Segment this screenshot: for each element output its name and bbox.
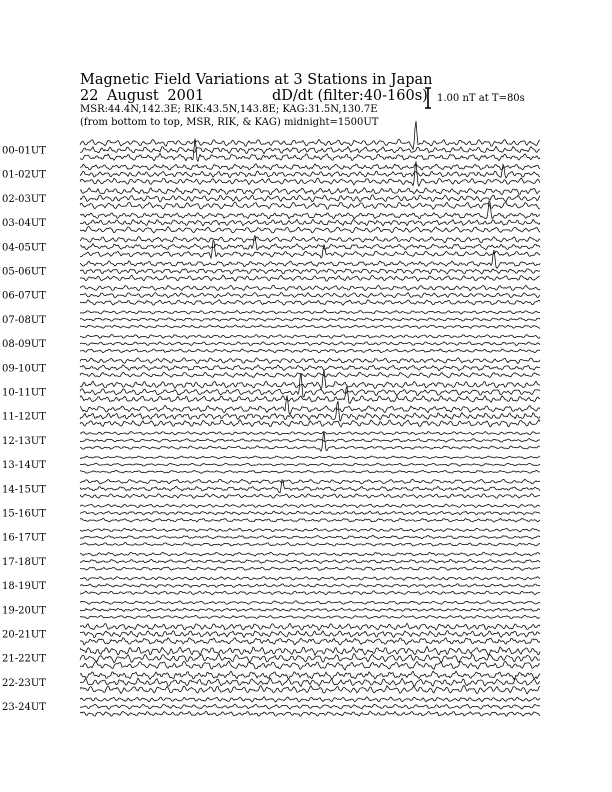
- hour-row-21-22ut: [2, 647, 540, 671]
- hour-row-00-01ut: [2, 121, 540, 161]
- trace-kag: [80, 432, 540, 451]
- hour-row-01-02ut: [2, 161, 540, 186]
- row-label: 05-06UT: [2, 266, 46, 278]
- row-label: 08-09UT: [2, 339, 46, 351]
- trace-rik: [80, 235, 540, 249]
- hour-row-11-12ut: [2, 396, 540, 427]
- row-label: 17-18UT: [2, 556, 46, 568]
- hour-row-13-14ut: [2, 456, 540, 473]
- row-label: 10-11UT: [2, 387, 46, 399]
- trace-msr: [80, 479, 540, 484]
- scale-bar: [425, 88, 431, 108]
- hour-row-12-13ut: [2, 432, 540, 452]
- trace-msr: [80, 370, 540, 389]
- hour-row-09-10ut: [2, 358, 540, 378]
- trace-kag: [80, 518, 540, 522]
- hour-row-05-06ut: [2, 250, 540, 281]
- trace-msr: [80, 456, 540, 459]
- row-label: 04-05UT: [2, 242, 46, 254]
- trace-rik: [80, 269, 540, 274]
- trace-msr: [80, 358, 540, 364]
- hour-row-14-15ut: [2, 479, 540, 498]
- hour-row-23-24ut: [2, 697, 540, 717]
- trace-msr: [80, 250, 540, 268]
- chart-date: 22 August 2001: [80, 88, 205, 104]
- row-label: 23-24UT: [2, 702, 46, 714]
- row-label: 20-21UT: [2, 629, 46, 641]
- trace-rik: [80, 584, 540, 588]
- hour-row-15-16ut: [2, 504, 540, 522]
- hour-row-18-19ut: [2, 577, 540, 595]
- hour-row-06-07ut: [2, 285, 540, 305]
- trace-rik: [80, 146, 540, 153]
- trace-kag: [80, 494, 540, 499]
- hour-row-19-20ut: [2, 601, 540, 619]
- measurement-label: dD/dt (filter:40-160s): [272, 88, 428, 104]
- trace-msr: [80, 121, 540, 149]
- trace-rik: [80, 164, 540, 178]
- hour-row-17-18ut: [2, 552, 540, 570]
- hour-row-04-05ut: [2, 235, 540, 258]
- trace-order-note: (from bottom to top, MSR, RIK, & KAG) midnight=1500UT: [80, 117, 379, 128]
- hour-row-20-21ut: [2, 623, 540, 645]
- row-label: 15-16UT: [2, 508, 46, 520]
- row-label: 21-22UT: [2, 653, 46, 665]
- row-label: 01-02UT: [2, 169, 46, 181]
- trace-kag: [80, 591, 540, 595]
- hour-row-22-23ut: [2, 671, 540, 694]
- station-coordinates: MSR:44.4N,142.3E; RIK:43.5N,143.8E; KAG:31.5N,130.7E: [80, 104, 378, 115]
- scale-bar-mark: [425, 88, 431, 108]
- trace-msr: [80, 601, 540, 605]
- trace-kag: [80, 638, 540, 645]
- trace-kag: [80, 542, 540, 546]
- row-label: 19-20UT: [2, 605, 46, 617]
- row-label: 13-14UT: [2, 460, 46, 472]
- trace-kag: [80, 241, 540, 258]
- hour-row-02-03ut: [2, 188, 540, 210]
- trace-msr: [80, 528, 540, 532]
- row-label: 16-17UT: [2, 532, 46, 544]
- hour-row-07-08ut: [2, 310, 540, 328]
- trace-kag: [80, 567, 540, 570]
- trace-kag: [80, 161, 540, 186]
- trace-rik: [80, 318, 540, 321]
- trace-kag: [80, 661, 540, 670]
- row-label: 18-19UT: [2, 581, 46, 593]
- hour-row-10-11ut: [2, 370, 540, 403]
- trace-msr: [80, 285, 540, 290]
- trace-msr: [80, 201, 540, 219]
- station-rows: [2, 121, 540, 716]
- trace-kag: [80, 387, 540, 404]
- row-label: 00-01UT: [2, 145, 46, 157]
- row-label: 14-15UT: [2, 484, 46, 496]
- row-label: 07-08UT: [2, 314, 46, 326]
- trace-kag: [80, 420, 540, 427]
- hour-row-08-09ut: [2, 335, 540, 353]
- trace-rik: [80, 559, 540, 563]
- row-label: 06-07UT: [2, 290, 46, 302]
- scale-bar-label: 1.00 nT at T=80s: [437, 93, 525, 104]
- row-label: 12-13UT: [2, 435, 46, 447]
- chart-title: Magnetic Field Variations at 3 Stations in Japan: [80, 72, 433, 88]
- row-label: 09-10UT: [2, 363, 46, 375]
- trace-rik: [80, 463, 540, 466]
- row-label: 11-12UT: [2, 411, 46, 423]
- trace-msr: [80, 188, 540, 195]
- row-label: 03-04UT: [2, 218, 46, 230]
- row-label: 02-03UT: [2, 193, 46, 205]
- row-label: 22-23UT: [2, 677, 46, 689]
- hour-row-16-17ut: [2, 528, 540, 546]
